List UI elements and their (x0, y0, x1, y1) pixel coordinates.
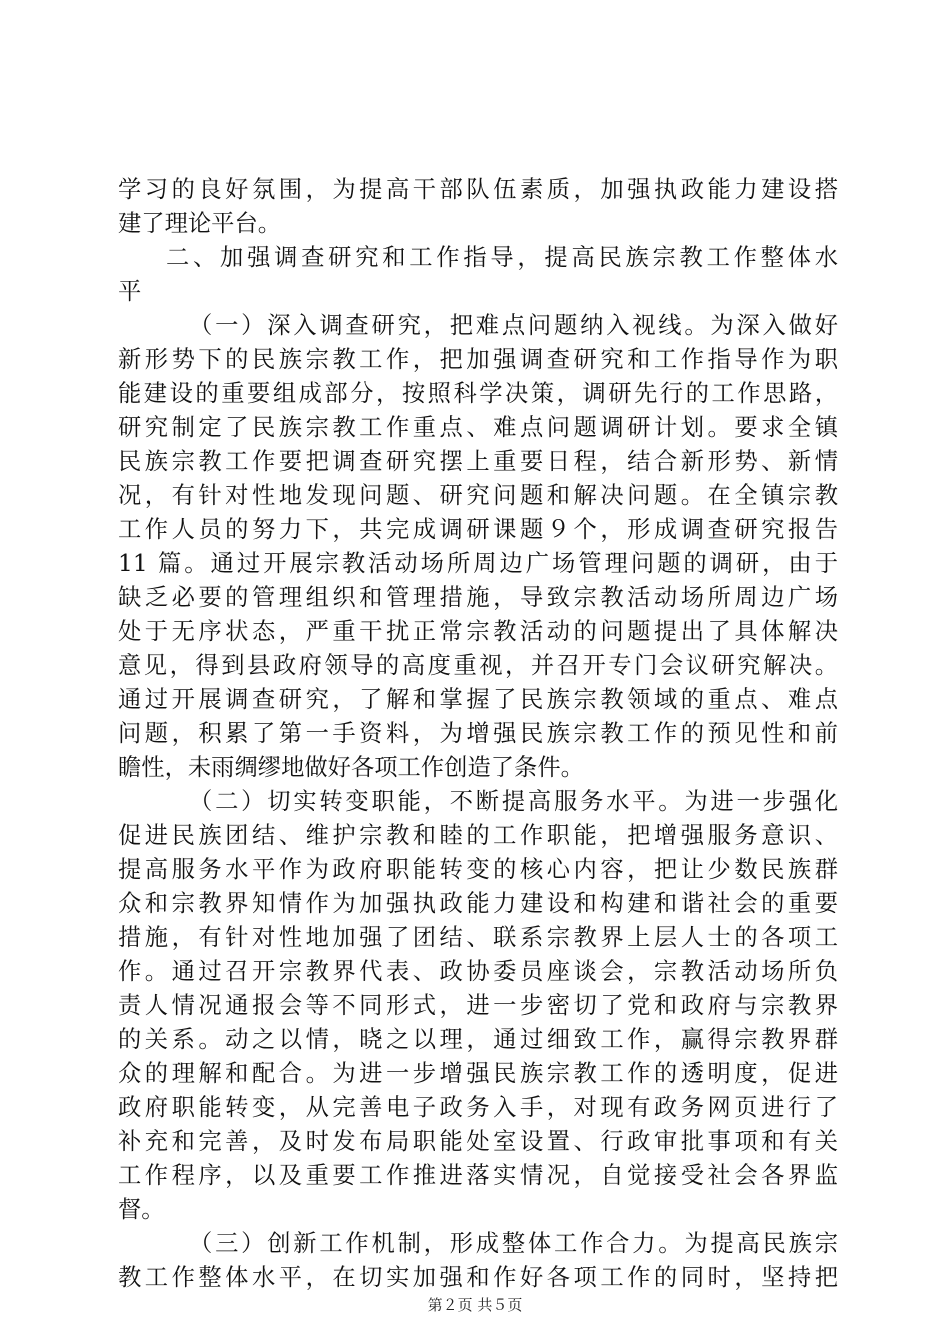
subsection-heading: （二）切实转变职能，不断提高服务水平。为进一步强化 (189, 788, 838, 815)
subsection-heading: （三）创新工作机制，形成整体工作合力。为提高民族宗 (189, 1230, 838, 1257)
text-line: 况，有针对性地发现问题、研究问题和解决问题。在全镇宗教 (118, 482, 838, 509)
text-line: 教工作整体水平，在切实加强和作好各项工作的同时，坚持把 (118, 1264, 838, 1291)
text-line: 能建设的重要组成部分，按照科学决策，调研先行的工作思路， (118, 380, 838, 407)
text-line: 学习的良好氛围，为提高干部队伍素质，加强执政能力建设搭 (118, 176, 838, 203)
text-line: 民族宗教工作要把调查研究摆上重要日程，结合新形势、新情 (118, 448, 838, 475)
text-line: 问题，积累了第一手资料，为增强民族宗教工作的预见性和前 (118, 720, 838, 747)
text-line: 的关系。动之以情，晓之以理，通过细致工作，赢得宗教界群 (118, 1026, 838, 1053)
text-line: 政府职能转变，从完善电子政务入手，对现有政务网页进行了 (118, 1094, 838, 1121)
text-line: 研究制定了民族宗教工作重点、难点问题调研计划。要求全镇 (118, 414, 838, 441)
text-line: 作。通过召开宗教界代表、政协委员座谈会，宗教活动场所负 (118, 958, 838, 985)
text-line: 通过开展调查研究，了解和掌握了民族宗教领域的重点、难点 (118, 686, 838, 713)
text-line: 缺乏必要的管理组织和管理措施，导致宗教活动场所周边广场 (118, 584, 838, 611)
text-line: 提高服务水平作为政府职能转变的核心内容，把让少数民族群 (118, 856, 838, 883)
text-line: 促进民族团结、维护宗教和睦的工作职能，把增强服务意识、 (118, 822, 838, 849)
text-line: 处于无序状态，严重干扰正常宗教活动的问题提出了具体解决 (118, 618, 838, 645)
text-line: 措施，有针对性地加强了团结、联系宗教界上层人士的各项工 (118, 924, 838, 951)
text-line: 意见，得到县政府领导的高度重视，并召开专门会议研究解决。 (118, 652, 838, 679)
text-line: 建了理论平台。 (118, 210, 282, 237)
text-line: 责人情况通报会等不同形式，进一步密切了党和政府与宗教界 (118, 992, 838, 1019)
text-line: 工作程序，以及重要工作推进落实情况，自觉接受社会各界监 (118, 1162, 838, 1189)
section-heading: 二、加强调查研究和工作指导，提高民族宗教工作整体水 (166, 244, 838, 271)
subsection-heading: （一）深入调查研究，把难点问题纳入视线。为深入做好 (189, 312, 838, 339)
text-line: 督。 (118, 1196, 165, 1223)
page-number-footer: 第２页 共５页 (427, 1296, 523, 1314)
text-line: 瞻性，未雨绸缪地做好各项工作创造了条件。 (118, 754, 584, 781)
text-line: 工作人员的努力下，共完成调研课题９个，形成调查研究报告 (118, 516, 838, 543)
text-line: 众和宗教界知情作为加强执政能力建设和构建和谐社会的重要 (118, 890, 838, 917)
section-heading: 平 (118, 278, 142, 305)
text-line: 众的理解和配合。为进一步增强民族宗教工作的透明度，促进 (118, 1060, 838, 1087)
text-line: 补充和完善，及时发布局职能处室设置、行政审批事项和有关 (118, 1128, 838, 1155)
text-line: 新形势下的民族宗教工作，把加强调查研究和工作指导作为职 (118, 346, 838, 373)
text-line: 11 篇。通过开展宗教活动场所周边广场管理问题的调研，由于 (118, 550, 838, 577)
